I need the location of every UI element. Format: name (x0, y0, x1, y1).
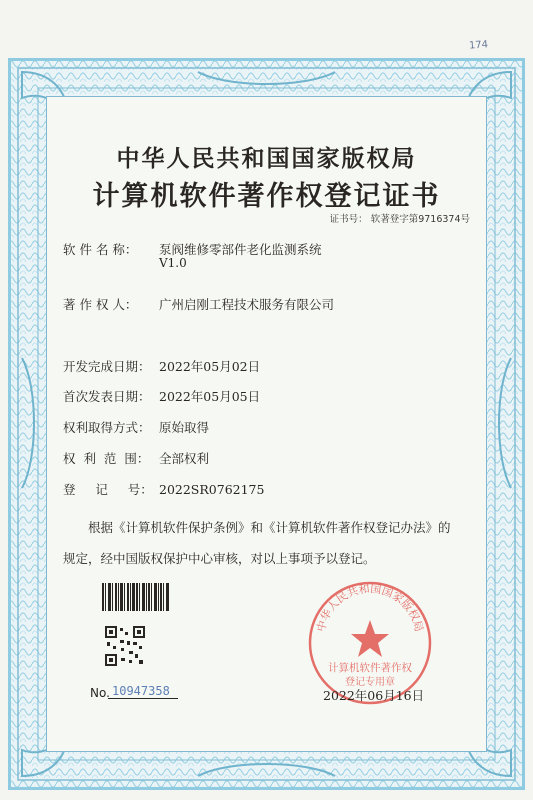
field-scope (63, 449, 209, 467)
serial-number-value: 10947358 (108, 684, 178, 699)
statement-line-1: 根据《计算机软件保护条例》和《计算机软件著作权登记办法》的 (88, 520, 451, 535)
dev-date-label: 开发完成日期： (63, 359, 151, 374)
certificate-title: 计算机软件著作权登记证书 (92, 181, 441, 212)
reg-no-label: 登 记 号： (63, 482, 153, 497)
seal-center-line-1: 计算机软件著作权 (328, 662, 412, 674)
issue-date: 2022年06月16日 (323, 688, 425, 703)
statement-line-2: 规定，经中国版权保护中心审核，对以上事项予以登记。 (63, 551, 376, 566)
field-owner (63, 295, 334, 313)
field-pub-date (63, 387, 260, 405)
software-name-value: 泵阀维修零部件老化监测系统 (159, 242, 322, 257)
issuer-title: 中华人民共和国国家版权局 (116, 145, 417, 172)
handwritten-note: 174 (468, 39, 489, 52)
scope-label: 权 利 范 围： (63, 451, 150, 466)
acquire-label: 权利取得方式： (63, 420, 151, 435)
certificate-number-label: 证书号： (329, 214, 368, 225)
qr-code-image (105, 626, 145, 666)
acquire-value: 原始取得 (159, 420, 210, 435)
dev-date-value: 2022年05月02日 (159, 359, 261, 374)
field-dev-date (63, 357, 260, 375)
certificate-number-value: 软著登字第9716374号 (370, 214, 470, 225)
field-acquire (63, 418, 209, 436)
software-version: V1.0 (159, 256, 187, 270)
pub-date-label: 首次发表日期： (63, 389, 151, 404)
field-reg-no (63, 480, 264, 498)
reg-no-value: 2022SR0762175 (159, 482, 265, 497)
pub-date-value: 2022年05月05日 (159, 389, 261, 404)
field-software-name (63, 240, 322, 258)
serial-number-label: No. (90, 686, 110, 700)
certificate-number (330, 211, 470, 225)
seal-center-line-2: 登记专用章 (345, 677, 395, 688)
software-name-label: 软 件 名 称： (63, 242, 138, 257)
barcode-image (102, 583, 170, 611)
owner-label: 著 作 权 人： (63, 297, 138, 312)
scope-value: 全部权利 (159, 451, 210, 466)
seal-ring-text: 中华人民共和国国家版权局 (314, 582, 426, 634)
owner-value: 广州启刚工程技术服务有限公司 (159, 297, 335, 312)
